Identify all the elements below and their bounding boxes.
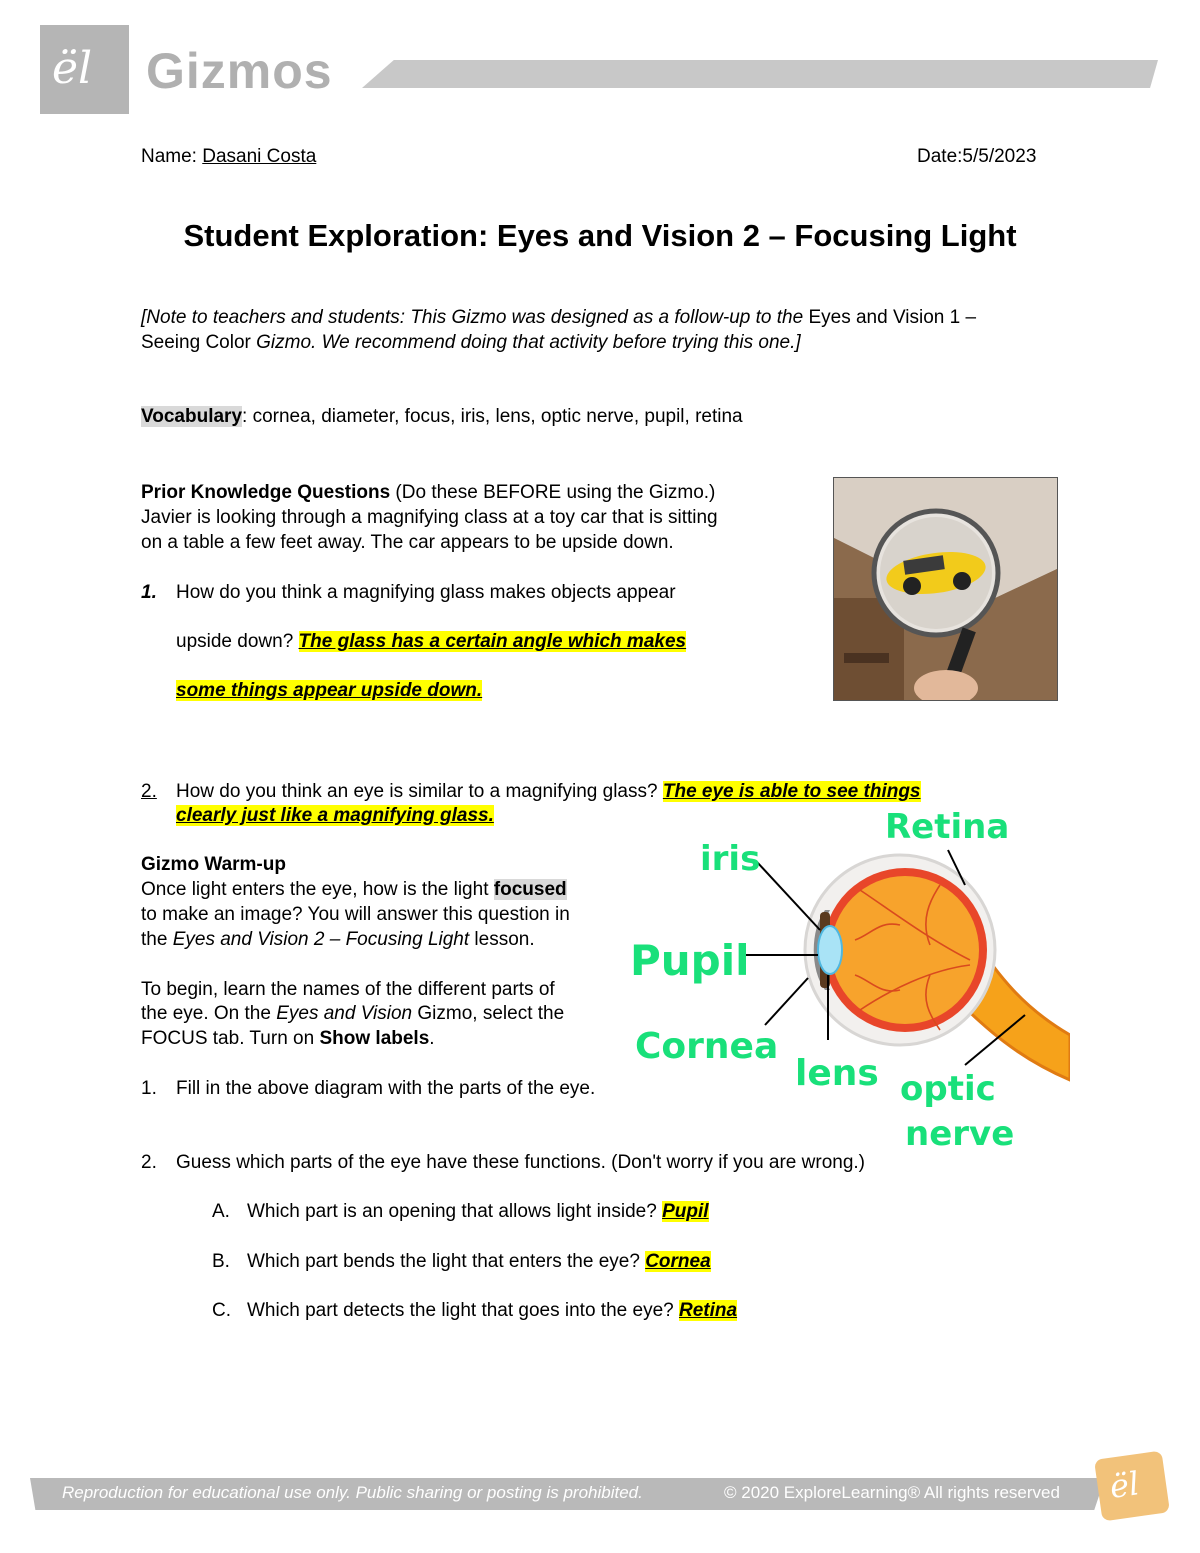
page-title: Student Exploration: Eyes and Vision 2 – Focusing Light (183, 218, 1017, 253)
warmup-p1-l3a: the (141, 929, 173, 950)
label-retina: Retina (885, 807, 1010, 847)
note-part3: Gizmo. We recommend doing that activity before trying this one.] (250, 332, 801, 353)
q1-line2-text: upside down? (176, 631, 299, 652)
warmup-focused: focused (493, 879, 567, 900)
q2-answer-line2: clearly just like a magnifying glass. (176, 805, 494, 826)
prior-intro-2: on a table a few feet away. The car appears to be upside down. (141, 532, 674, 553)
warmup-p2-line2 (141, 1001, 564, 1026)
warmup-p2-l3c: . (429, 1028, 435, 1049)
question-a-answer: Pupil (662, 1201, 709, 1222)
note-part2: Eyes and Vision 1 – Seeing Color (141, 307, 977, 353)
question-c-answer: Retina (678, 1300, 738, 1321)
question-b-answer: Cornea (645, 1251, 711, 1272)
item1-number: 1. (141, 1078, 157, 1099)
date-value: 5/5/2023 (962, 146, 1037, 167)
name-value: Dasani Costa (202, 146, 317, 167)
magnifying-glass-photo (833, 477, 1058, 701)
footer-logo (1094, 1451, 1170, 1522)
vocabulary-words: : cornea, diameter, focus, iris, lens, optic nerve, pupil, retina (242, 406, 743, 427)
q1-line2 (176, 629, 686, 654)
footer-notice: Reproduction for educational use only. Public sharing or posting is prohibited. (62, 1483, 643, 1502)
warmup-heading: Gizmo Warm-up (141, 854, 286, 875)
logo-glyph: ël (52, 43, 93, 94)
vocabulary (141, 404, 743, 429)
q1-answer-line2-wrap (176, 678, 482, 703)
date-line (917, 144, 1036, 169)
question-a-text: Which part is an opening that allows light inside? (247, 1201, 663, 1222)
name-label: Name: (141, 146, 203, 167)
warmup-p1-line2: to make an image? You will answer this question in (141, 904, 570, 925)
footer-logo-glyph: ël (1107, 1464, 1142, 1506)
magnifying-glass-image (834, 478, 1058, 701)
note-part1: [Note to teachers and students: This Gizmo was designed as a follow-up to the (141, 307, 809, 328)
prior-heading (141, 480, 715, 505)
q1-answer-line2: some things appear upside down. (176, 680, 483, 701)
question-c-text: Which part detects the light that goes into the eye? (247, 1300, 679, 1321)
warmup-p2-l3b: Show labels (319, 1028, 430, 1049)
warmup-p2-l2c: Gizmo, select the (412, 1003, 565, 1024)
question-a (247, 1199, 709, 1224)
brand-title: Gizmos (146, 43, 333, 99)
q2-answer-line1: The eye is able to see things (662, 781, 921, 802)
label-nerve: nerve (905, 1114, 1015, 1154)
label-optic: optic (900, 1069, 996, 1109)
warmup-p1-text: Once light enters the eye, how is the light (141, 879, 494, 900)
label-pupil: Pupil (630, 936, 750, 985)
prior-heading-text: Prior Knowledge Questions (141, 482, 391, 503)
header-bar (362, 60, 1158, 88)
warmup-p2-line1: To begin, learn the names of the different parts of (141, 979, 555, 1000)
warmup-p1-l3b: Eyes and Vision 2 – Focusing Light (172, 929, 470, 950)
vocabulary-label: Vocabulary (141, 406, 243, 427)
warmup-p2-l2a: the eye. On the (141, 1003, 277, 1024)
question-b-letter: B. (212, 1251, 230, 1272)
label-lens: lens (795, 1053, 879, 1094)
q2-answer-line2-wrap (176, 803, 494, 828)
warmup-p2-line3 (141, 1026, 435, 1051)
explorelearning-logo (40, 25, 129, 114)
warmup-p2-l2b: Eyes and Vision (276, 1003, 413, 1024)
question-a-letter: A. (212, 1201, 230, 1222)
prior-intro-1: Javier is looking through a magnifying class at a toy car that is sitting (141, 507, 718, 528)
item2-text: Guess which parts of the eye have these functions. (Don't worry if you are wrong.) (176, 1152, 866, 1173)
q1-line1: How do you think a magnifying glass makes objects appear (176, 582, 676, 603)
question-b (247, 1249, 711, 1274)
q2-number: 2. (141, 781, 157, 802)
q1-answer-line1: The glass has a certain angle which makes (298, 631, 687, 652)
question-b-text: Which part bends the light that enters the eye? (247, 1251, 646, 1272)
teacher-note (141, 305, 1021, 355)
name-line (141, 144, 316, 169)
warmup-p1-line3 (141, 927, 535, 952)
warmup-p2-l3a: FOCUS tab. Turn on (141, 1028, 320, 1049)
q2-text: How do you think an eye is similar to a magnifying glass? (176, 781, 663, 802)
item1-text: Fill in the above diagram with the parts of the eye. (176, 1078, 596, 1099)
warmup-p1-l3c: lesson. (469, 929, 535, 950)
label-iris: iris (700, 839, 761, 879)
warmup-p1-line1 (141, 877, 567, 902)
footer-copyright: © 2020 ExploreLearning® All rights reserved (724, 1483, 1060, 1502)
eye-diagram (630, 800, 1070, 1160)
eyeball-inner (831, 876, 979, 1024)
question-c (247, 1298, 737, 1323)
item2-number: 2. (141, 1152, 157, 1173)
prior-heading-note: (Do these BEFORE using the Gizmo.) (390, 482, 716, 503)
label-cornea: Cornea (635, 1026, 779, 1067)
question-c-letter: C. (212, 1300, 231, 1321)
q1-number: 1. (141, 582, 157, 603)
lens-shape (818, 926, 842, 974)
date-label: Date: (917, 146, 963, 167)
